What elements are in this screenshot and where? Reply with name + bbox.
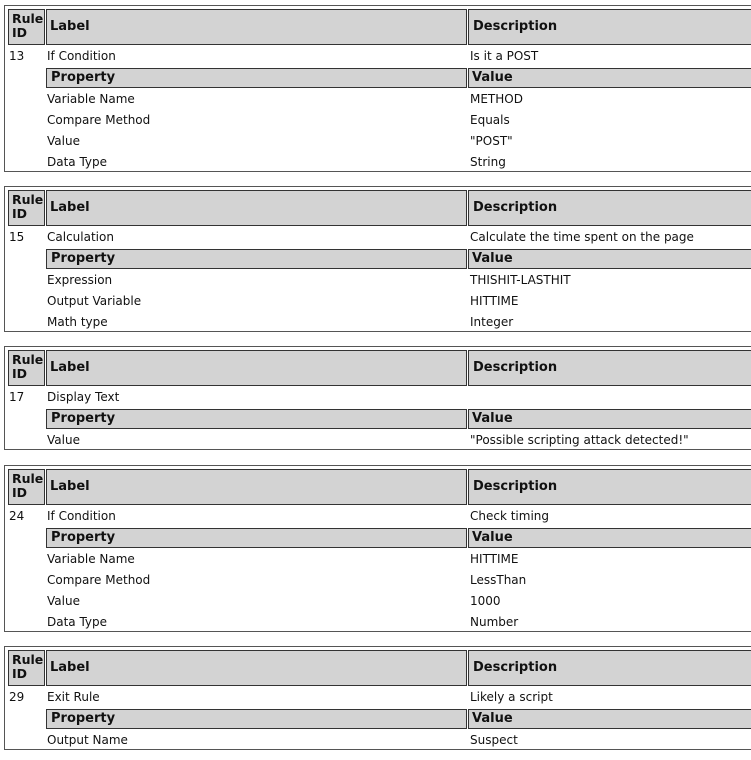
property-header: Property <box>46 249 467 269</box>
property-header: Property <box>46 68 467 88</box>
property-value: String <box>470 155 506 169</box>
rule-description: Likely a script <box>470 690 553 704</box>
rule-id: 29 <box>9 690 25 704</box>
property-value: "POST" <box>470 134 513 148</box>
rule-table <box>4 5 751 172</box>
property-value: LessThan <box>470 573 527 587</box>
property-name: Value <box>47 594 80 608</box>
value-header: Value <box>468 709 751 729</box>
value-header: Value <box>468 249 751 269</box>
property-name: Variable Name <box>47 552 135 566</box>
rule-label: Exit Rule <box>47 690 100 704</box>
rule-id-header: Rule ID <box>8 190 45 226</box>
property-name: Expression <box>47 273 113 287</box>
property-value: HITTIME <box>470 294 519 308</box>
label-header: Label <box>46 650 467 686</box>
property-header: Property <box>46 709 467 729</box>
rule-id: 17 <box>9 390 25 404</box>
property-name: Value <box>47 433 80 447</box>
property-value: Equals <box>470 113 510 127</box>
description-header: Description <box>468 9 751 45</box>
property-value: METHOD <box>470 92 523 106</box>
property-name: Output Variable <box>47 294 142 308</box>
rule-id: 24 <box>9 509 25 523</box>
description-header: Description <box>468 190 751 226</box>
rule-id-header: Rule ID <box>8 9 45 45</box>
rule-table <box>4 346 751 450</box>
property-name: Variable Name <box>47 92 135 106</box>
property-name: Output Name <box>47 733 128 747</box>
rule-id-header: Rule ID <box>8 469 45 505</box>
value-header: Value <box>468 409 751 429</box>
property-value: "Possible scripting attack detected!" <box>470 433 689 447</box>
property-name: Value <box>47 134 80 148</box>
description-header: Description <box>468 469 751 505</box>
rule-table <box>4 186 751 332</box>
rule-label: If Condition <box>47 509 116 523</box>
rule-label: Display Text <box>47 390 120 404</box>
rule-label: Calculation <box>47 230 114 244</box>
property-value: Integer <box>470 315 514 329</box>
label-header: Label <box>46 469 467 505</box>
description-header: Description <box>468 650 751 686</box>
property-value: 1000 <box>470 594 501 608</box>
description-header: Description <box>468 350 751 386</box>
label-header: Label <box>46 190 467 226</box>
rule-description: Is it a POST <box>470 49 539 63</box>
property-name: Data Type <box>47 615 108 629</box>
property-value: HITTIME <box>470 552 519 566</box>
property-value: THISHIT-LASTHIT <box>470 273 571 287</box>
property-value: Suspect <box>470 733 518 747</box>
property-header: Property <box>46 528 467 548</box>
rule-table <box>4 646 751 750</box>
property-header: Property <box>46 409 467 429</box>
rule-label: If Condition <box>47 49 116 63</box>
property-name: Math type <box>47 315 108 329</box>
rule-description: Calculate the time spent on the page <box>470 230 694 244</box>
rule-table <box>4 465 751 632</box>
rule-description: Check timing <box>470 509 550 523</box>
property-value: Number <box>470 615 519 629</box>
rule-id-header: Rule ID <box>8 350 45 386</box>
value-header: Value <box>468 528 751 548</box>
value-header: Value <box>468 68 751 88</box>
property-name: Compare Method <box>47 113 151 127</box>
property-name: Compare Method <box>47 573 151 587</box>
label-header: Label <box>46 350 467 386</box>
rule-id: 15 <box>9 230 25 244</box>
label-header: Label <box>46 9 467 45</box>
property-name: Data Type <box>47 155 108 169</box>
rule-id: 13 <box>9 49 25 63</box>
rule-id-header: Rule ID <box>8 650 45 686</box>
